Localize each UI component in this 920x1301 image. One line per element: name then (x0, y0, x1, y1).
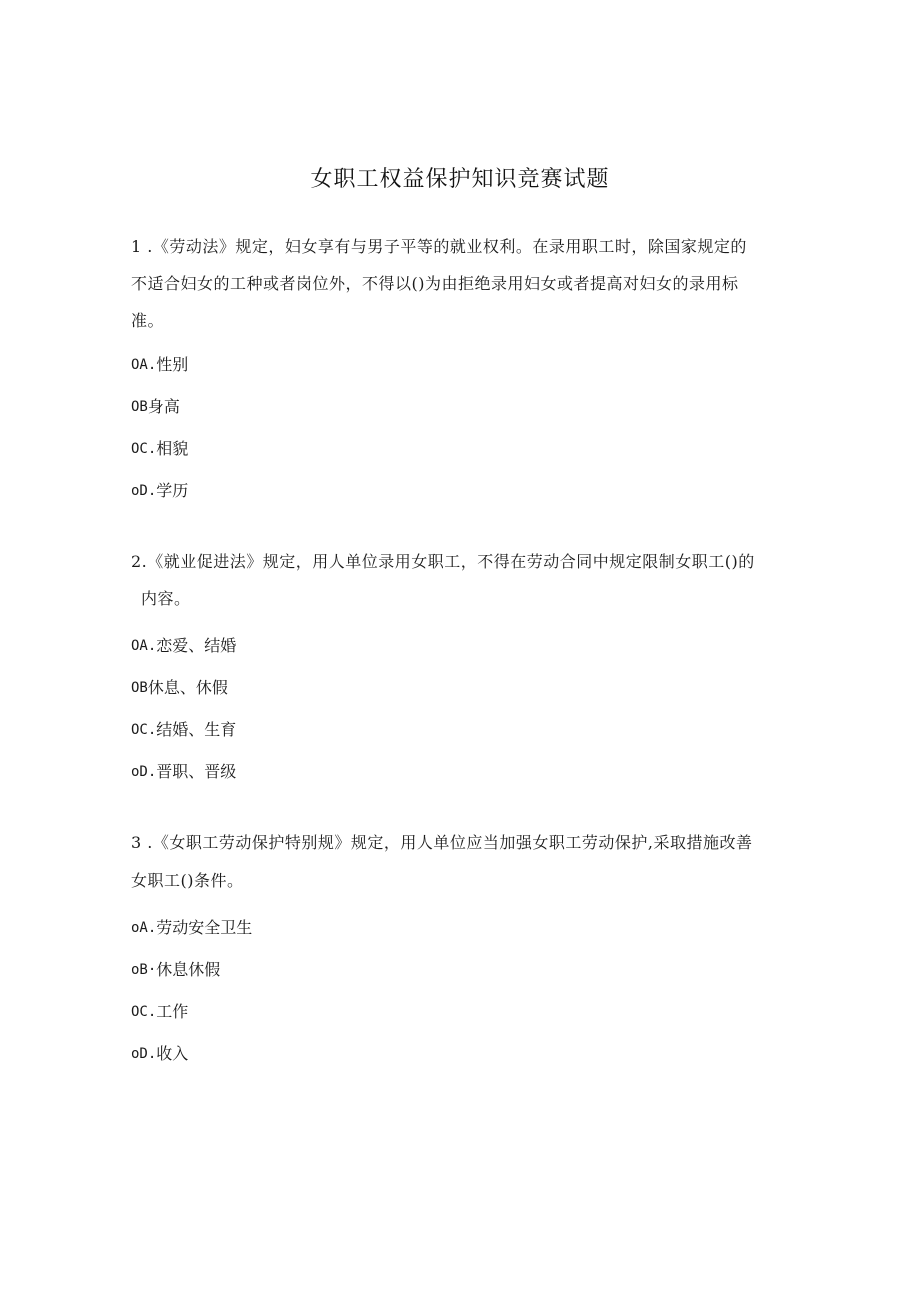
option-radio-mark: oD. (131, 1046, 157, 1062)
option-radio-mark: OA. (131, 357, 157, 373)
question-1-option-d[interactable] (131, 479, 188, 503)
question-3-option-d[interactable] (131, 1042, 188, 1066)
option-radio-mark: OB (131, 680, 148, 696)
option-label: 工作 (156, 1002, 189, 1021)
option-label: 结婚、生育 (156, 720, 237, 739)
question-1-line-2: 不适合妇女的工种或者岗位外，不得以()为由拒绝录用妇女或者提高对妇女的录用标 (131, 274, 739, 293)
option-radio-mark: oB· (131, 962, 157, 978)
question-3-option-a[interactable] (131, 916, 252, 940)
option-label: 性别 (156, 355, 189, 374)
option-label: 晋职、晋级 (156, 762, 237, 781)
option-radio-mark: oA. (131, 920, 157, 936)
option-label: 相貌 (156, 439, 189, 458)
question-1-line-1: 1 .《劳动法》规定，妇女享有与男子平等的就业权利。在录用职工时，除国家规定的 (131, 237, 747, 256)
option-radio-mark: OC. (131, 441, 157, 457)
option-radio-mark: OA. (131, 638, 157, 654)
question-1-option-c[interactable] (131, 437, 188, 461)
option-radio-mark: OC. (131, 722, 157, 738)
option-radio-mark: oD. (131, 483, 157, 499)
option-label: 身高 (147, 397, 180, 416)
option-label: 休息、休假 (147, 678, 228, 697)
option-label: 劳动安全卫生 (156, 918, 253, 937)
option-radio-mark: OC. (131, 1004, 157, 1020)
option-label: 休息休假 (156, 960, 221, 979)
option-label: 收入 (156, 1044, 189, 1063)
option-label: 恋爱、结婚 (156, 636, 237, 655)
question-3-option-c[interactable] (131, 1000, 188, 1024)
question-3-line-1: 3 .《女职工劳动保护特别规》规定，用人单位应当加强女职工劳动保护,采取措施改善 (131, 833, 753, 852)
option-radio-mark: oD. (131, 764, 157, 780)
question-1-line-3: 准。 (131, 311, 165, 330)
question-3-option-b[interactable] (131, 958, 220, 982)
page-title: 女职工权益保护知识竞赛试题 (310, 167, 610, 192)
question-2-option-d[interactable] (131, 760, 236, 784)
option-label: 学历 (156, 481, 189, 500)
question-1-option-a[interactable] (131, 353, 188, 377)
question-2-option-a[interactable] (131, 634, 236, 658)
question-2-option-b[interactable] (131, 676, 228, 700)
option-radio-mark: OB (131, 399, 148, 415)
question-2-option-c[interactable] (131, 718, 236, 742)
question-2-line-2: 内容。 (141, 589, 191, 608)
question-1-option-b[interactable] (131, 395, 180, 419)
question-3-line-2: 女职工()条件。 (131, 871, 244, 890)
question-2-line-1: 2.《就业促进法》规定，用人单位录用女职工，不得在劳动合同中规定限制女职工()的 (131, 552, 755, 571)
